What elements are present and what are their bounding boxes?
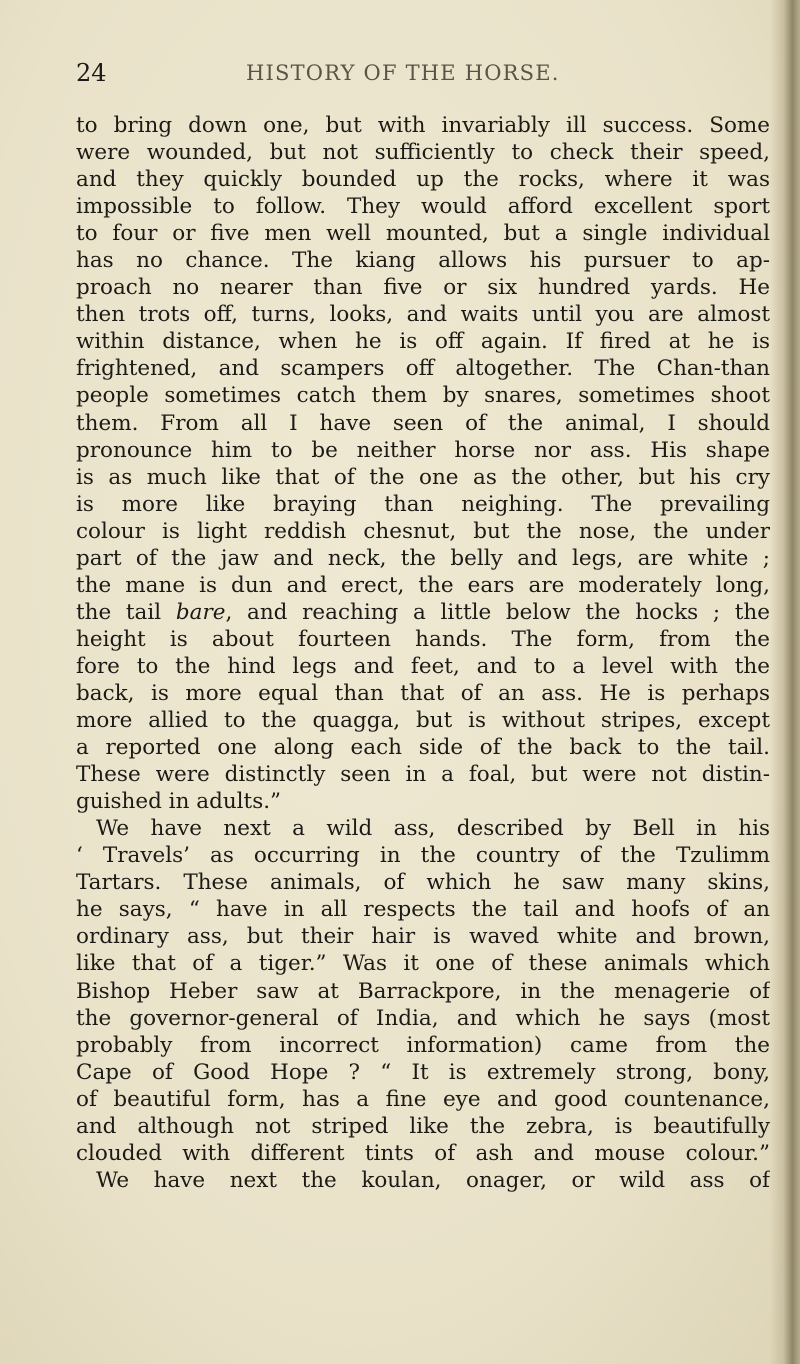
text-line: impossible to follow. They would afford excellent sport: [76, 194, 770, 220]
text-segment: the tail: [76, 599, 162, 625]
text-line: colour is light reddish chesnut, but the nose, the under: [76, 518, 770, 544]
page-number: 24: [76, 59, 107, 87]
text-line: people sometimes catch them by snares, sometimes shoot: [76, 383, 770, 409]
text-line: and they quickly bounded up the rocks, where it was: [76, 167, 770, 193]
body-text: [76, 112, 770, 1194]
text-line: like that of a tiger.” Was it one of these animals which: [76, 951, 770, 977]
text-line: the governor-general of India, and which he says (most: [76, 1005, 770, 1031]
text-line: of beautiful form, has a fine eye and good countenance,: [76, 1086, 770, 1112]
text-line: more allied to the quagga, but is without stripes, except: [76, 708, 770, 734]
text-line: within distance, when he is off again. If fired at he is: [76, 329, 770, 355]
text-line: to four or five men well mounted, but a single individual: [76, 221, 770, 247]
text-line: has no chance. The kiang allows his pursuer to ap-: [76, 248, 770, 274]
text-line: pronounce him to be neither horse nor ass. His shape: [76, 437, 770, 463]
text-line: part of the jaw and neck, the belly and legs, are white ;: [76, 545, 770, 571]
text-line: a reported one along each side of the back to the tail.: [76, 735, 770, 761]
text-line: them. From all I have seen of the animal, I should: [76, 410, 770, 436]
text-line: were wounded, but not sufficiently to check their speed,: [76, 140, 770, 166]
text-line: back, is more equal than that of an ass. He is perhaps: [76, 680, 770, 706]
text-line-with-italic: [76, 599, 770, 626]
text-line: probably from incorrect information) came from the: [76, 1032, 770, 1058]
text-line: he says, “ have in all respects the tail and hoofs of an: [76, 897, 770, 923]
text-line: We have next a wild ass, described by Bell in his: [96, 816, 770, 842]
text-line: Tartars. These animals, of which he saw many skins,: [76, 870, 770, 896]
text-line: to bring down one, but with invariably ill success. Some: [76, 113, 770, 138]
text-line: ‘ Travels’ as occurring in the country of the Tzulimm: [76, 843, 770, 869]
running-title: HISTORY OF THE HORSE.: [246, 61, 560, 85]
text-line: fore to the hind legs and feet, and to a level with the: [76, 653, 770, 679]
text-line: is more like braying than neighing. The prevailing: [76, 491, 770, 517]
text-line: height is about fourteen hands. The form, from the: [76, 626, 770, 652]
text-line: frightened, and scampers off altogether. The Chan-than: [76, 356, 770, 382]
text-segment: , and reaching a little below the hocks ; the: [225, 599, 770, 625]
text-line: the mane is dun and erect, the ears are moderately long,: [76, 572, 770, 598]
text-line: guished in adults.”: [76, 789, 282, 815]
text-line: proach no nearer than five or six hundred yards. He: [76, 275, 770, 301]
text-line: then trots off, turns, looks, and waits until you are almost: [76, 302, 770, 328]
page-edge-shadow: [770, 0, 800, 1364]
text-line: Bishop Heber saw at Barrackpore, in the menagerie of: [76, 978, 770, 1004]
text-line: We have next the koulan, onager, or wild ass of: [96, 1167, 770, 1193]
text-line: clouded with different tints of ash and mouse colour.”: [76, 1140, 770, 1166]
page-header: [76, 58, 776, 88]
text-line: and although not striped like the zebra, is beautifully: [76, 1113, 770, 1139]
text-line: ordinary ass, but their hair is waved white and brown,: [76, 924, 770, 950]
text-line: Cape of Good Hope ? “ It is extremely strong, bony,: [76, 1059, 770, 1085]
text-line: These were distinctly seen in a foal, but were not distin-: [76, 762, 770, 788]
italic-word: bare: [175, 599, 226, 625]
text-line: is as much like that of the one as the other, but his cry: [76, 464, 770, 490]
